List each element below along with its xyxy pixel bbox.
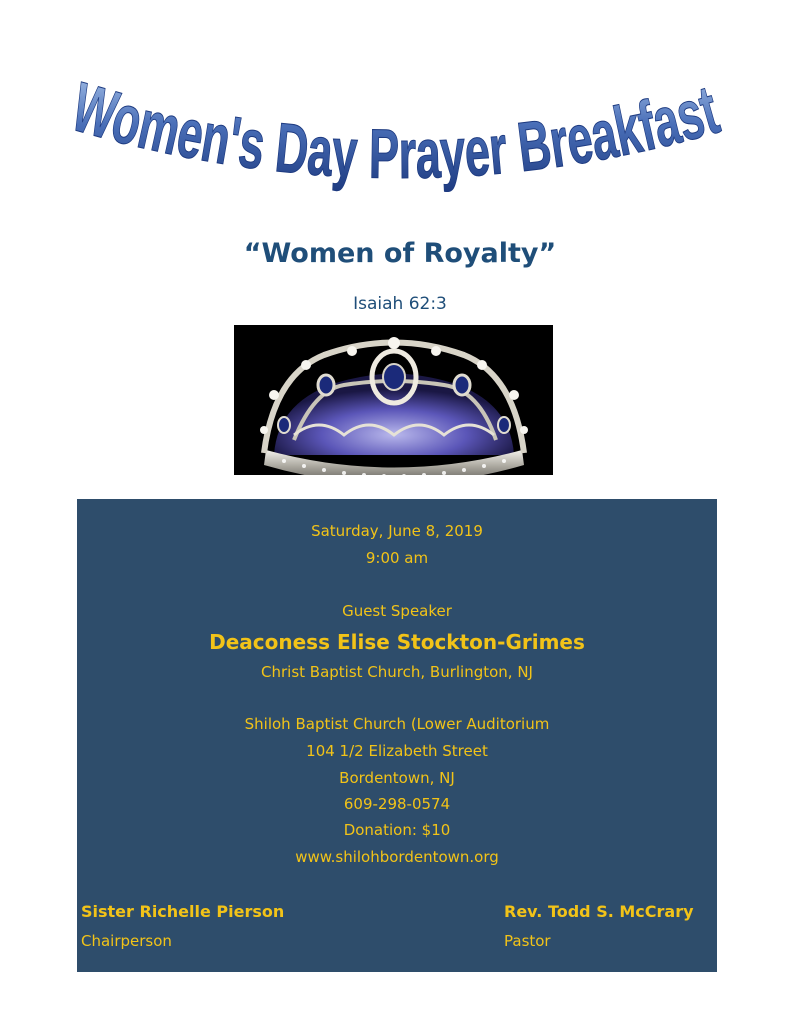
venue-name: Shiloh Baptist Church (Lower Auditorium bbox=[244, 715, 550, 733]
phone-number: 609-298-0574 bbox=[343, 795, 451, 813]
venue-city: Bordentown, NJ bbox=[339, 769, 455, 787]
chairperson-name: Sister Richelle Pierson bbox=[81, 902, 285, 921]
speaker-church: Christ Baptist Church, Burlington, NJ bbox=[261, 663, 533, 681]
speaker-name: Deaconess Elise Stockton-Grimes bbox=[209, 630, 585, 654]
crown-image bbox=[234, 325, 553, 475]
event-time: 9:00 am bbox=[365, 549, 429, 567]
event-info-panel bbox=[77, 499, 717, 972]
pastor-name: Rev. Todd S. McCrary bbox=[504, 902, 694, 921]
chairperson-role: Chairperson bbox=[81, 932, 172, 950]
website-link[interactable]: www.shilohbordentown.org bbox=[295, 848, 499, 866]
title-text: Women's Day Prayer Breakfast bbox=[63, 67, 735, 194]
speaker-label: Guest Speaker bbox=[342, 602, 452, 620]
scripture-reference: Isaiah 62:3 bbox=[353, 294, 447, 314]
svg-text:Women's Day Prayer Breakfast bbox=[63, 67, 735, 194]
pastor-role: Pastor bbox=[504, 932, 551, 950]
theme-title: “Women of Royalty” bbox=[243, 238, 557, 269]
venue-street: 104 1/2 Elizabeth Street bbox=[306, 742, 488, 760]
donation: Donation: $10 bbox=[343, 821, 451, 839]
page-title bbox=[60, 40, 740, 220]
event-date: Saturday, June 8, 2019 bbox=[311, 522, 483, 540]
